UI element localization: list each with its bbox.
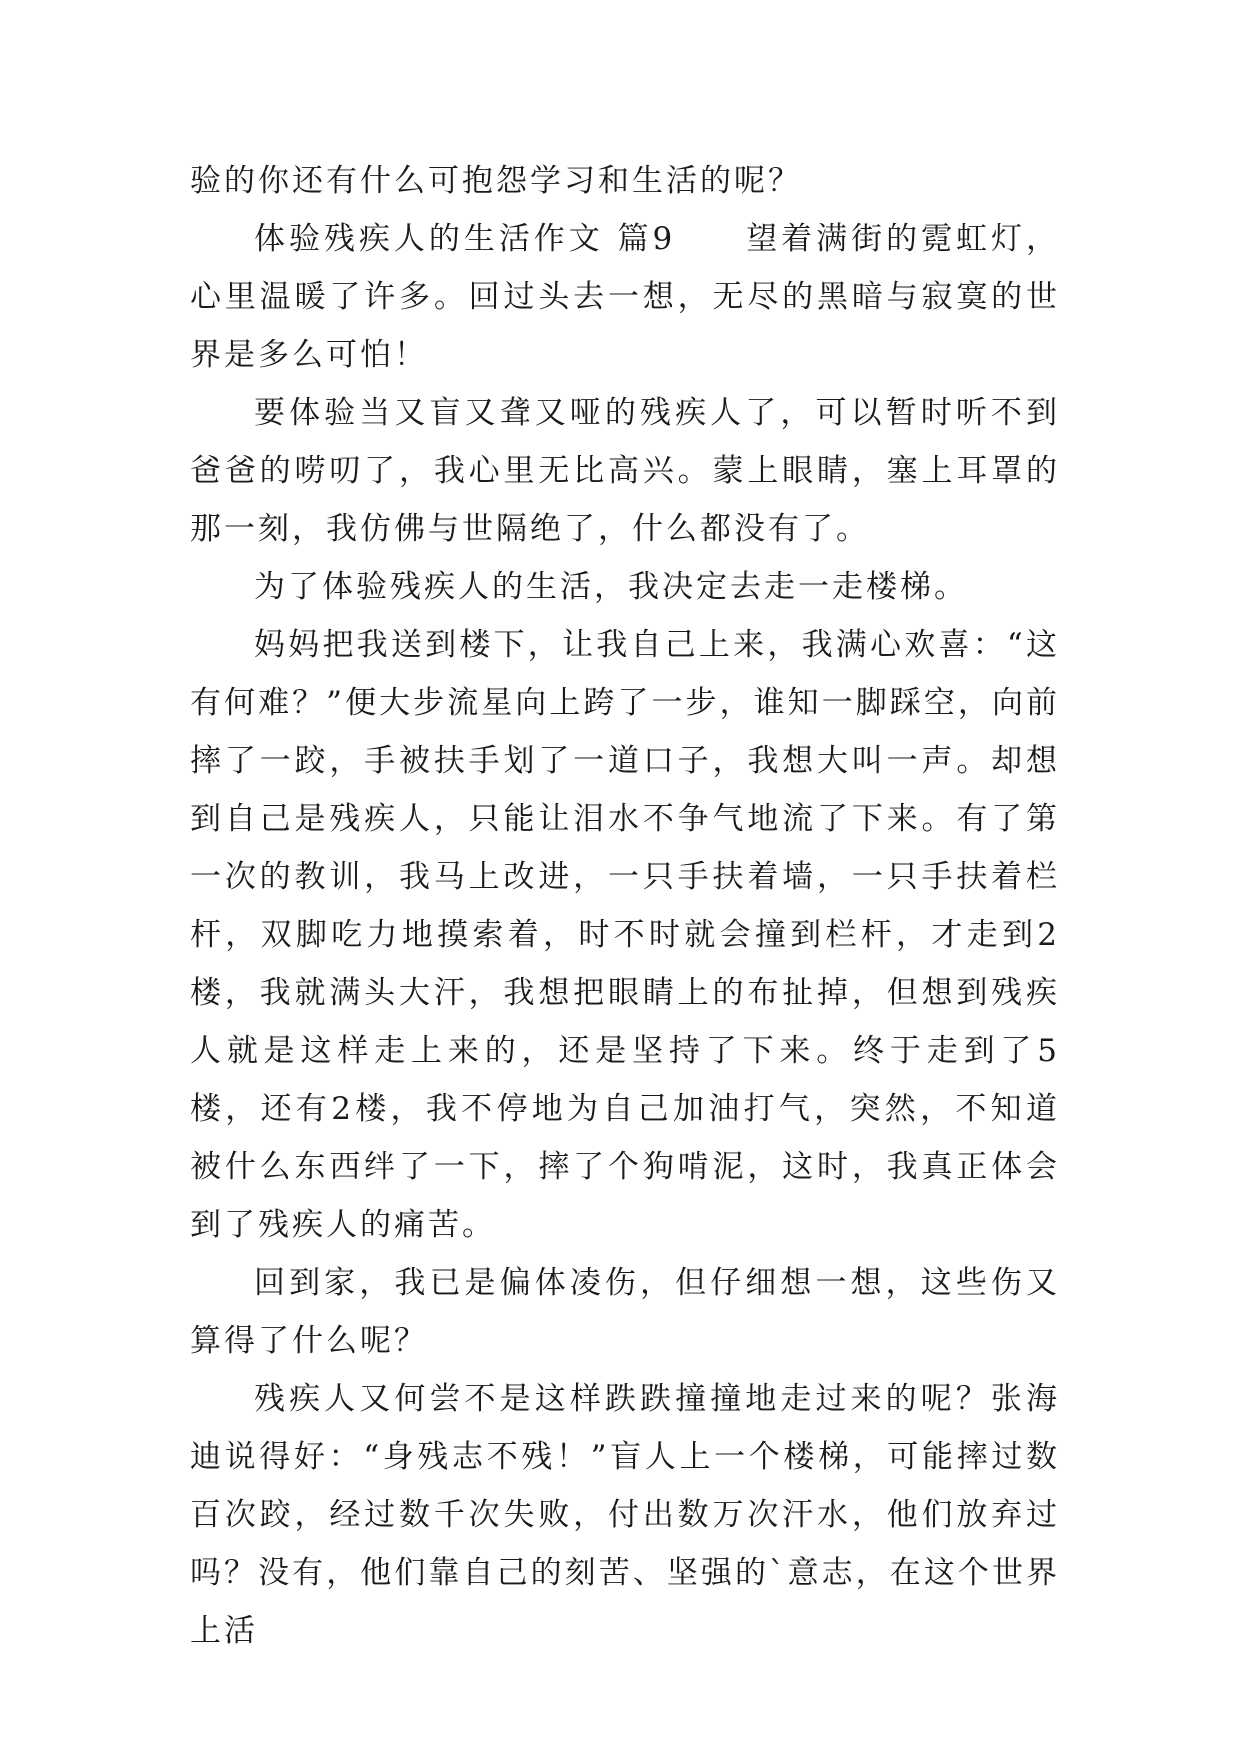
paragraph: 残疾人又何尝不是这样跌跌撞撞地走过来的呢？张海迪说得好：“身残志不残！”盲人上一个楼梯，可能摔过数百次跤，经过数千次失败，付出数万次汗水，他们放弃过吗？没有，他们靠自己的刻苦、坚强的`意志，在这个世界上活 [190,1381,1060,1649]
paragraph-section-heading: 体验残疾人的生活作文 篇9 望着满街的霓虹灯，心里温暖了许多。回过头去一想，无尽的黑暗与寂寞的世界是多么可怕！ [190,221,1060,373]
paragraph: 妈妈把我送到楼下，让我自己上来，我满心欢喜：“这有何难？”便大步流星向上跨了一步，谁知一脚踩空，向前摔了一跤，手被扶手划了一道口子，我想大叫一声。却想到自己是残疾人，只能让泪水不争气地流了下来。有了第一次的教训，我马上改进，一只手扶着墙，一只手扶着栏杆，双脚吃力地摸索着，时不时就会撞到栏杆，才走到2楼，我就满头大汗，我想把眼睛上的布扯掉，但想到残疾人就是这样走上来的，还是坚持了下来。终于走到了5楼，还有2楼，我不停地为自己加油打气，突然，不知道被什么东西绊了一下，摔了个狗啃泥，这时，我真正体会到了残疾人的痛苦。 [190,627,1060,1243]
paragraph: 回到家，我已是偏体凌伤，但仔细想一想，这些伤又算得了什么呢？ [190,1265,1060,1359]
article-body [190,152,1060,1660]
paragraph-continuation: 验的你还有什么可抱怨学习和生活的呢？ [190,163,802,199]
paragraph: 为了体验残疾人的生活，我决定去走一走楼梯。 [254,569,968,605]
paragraph: 要体验当又盲又聋又哑的残疾人了，可以暂时听不到爸爸的唠叨了，我心里无比高兴。蒙上眼睛，塞上耳罩的那一刻，我仿佛与世隔绝了，什么都没有了。 [190,395,1060,547]
